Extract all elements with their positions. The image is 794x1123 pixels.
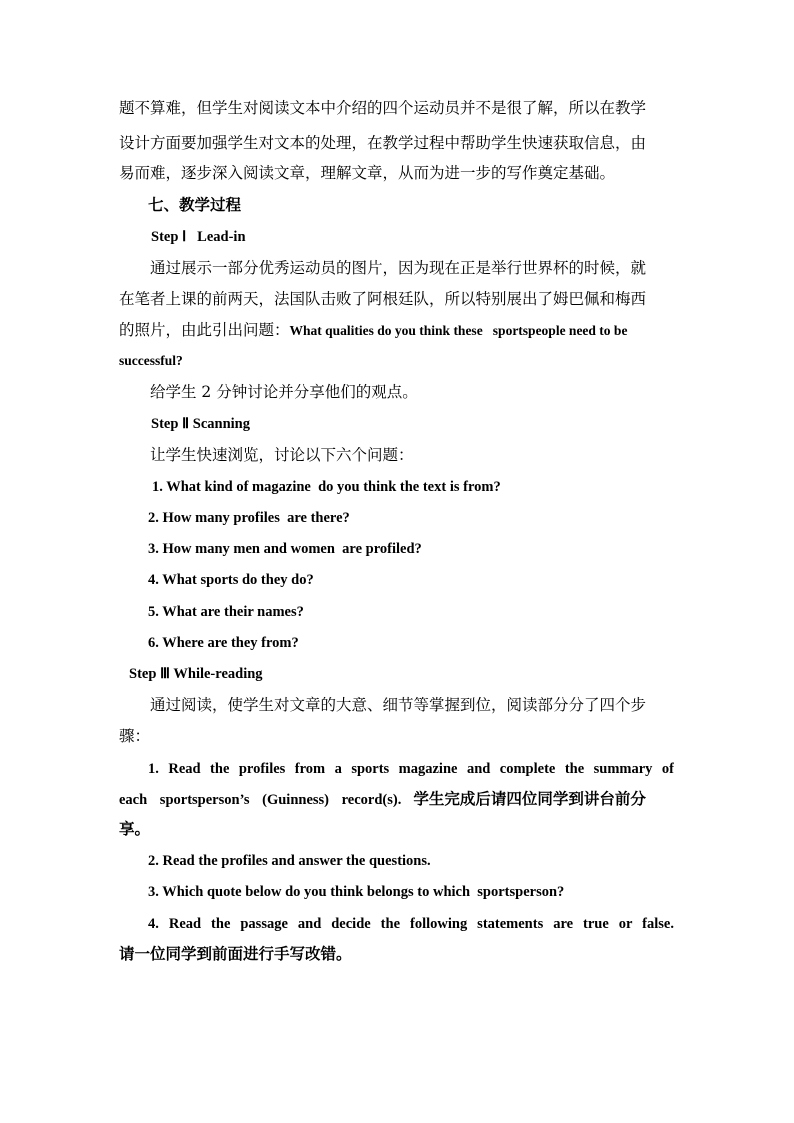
scanning-question: 2. How many profiles are there? (148, 510, 350, 526)
lead-in-question: What qualities do you think these sportspeople need to be (289, 323, 628, 338)
step1-heading: Step Ⅰ Lead-in (151, 229, 246, 245)
scanning-question: 6. Where are they from? (148, 635, 299, 651)
intro-line-2: 设计方面要加强学生对文本的处理，在教学过程中帮助学生快速获取信息，由 (119, 134, 647, 152)
scanning-question: 1. What kind of magazine do you think the text is from? (152, 479, 501, 495)
task3: 3. Which quote below do you think belongs to which sportsperson? (148, 884, 565, 900)
step2-heading: Step Ⅱ Scanning (151, 416, 251, 432)
task4-line-1: 4. Read the passage and decide the following statements are true or false. (148, 916, 674, 932)
intro-line-3: 易而难，逐步深入阅读文章，理解文章，从而为进一步的写作奠定基础。 (119, 164, 616, 182)
step1-para-line-4: successful? (119, 353, 183, 368)
step2-intro: 让学生快速浏览，讨论以下六个问题： (150, 446, 414, 464)
step3-intro-line-2: 骤： (119, 727, 151, 745)
intro-line-1: 题不算难，但学生对阅读文本中介绍的四个运动员并不是很了解，所以在教学 (119, 99, 647, 117)
step1-discussion: 给学生 2 分钟讨论并分享他们的观点。 (150, 383, 418, 401)
task1-line-3: 享。 (119, 819, 151, 838)
task1-line-1: 1. Read the profiles from a sports magazine and complete the summary of (148, 761, 674, 777)
scanning-question: 4. What sports do they do? (148, 572, 314, 588)
step3-intro-line-1: 通过阅读，使学生对文章的大意、细节等掌握到位，阅读部分分了四个步 (150, 696, 647, 714)
step1-para-line-2: 在笔者上课的前两天，法国队击败了阿根廷队，所以特别展出了姆巴佩和梅西 (119, 290, 647, 308)
step1-para-line-1: 通过展示一部分优秀运动员的图片，因为现在正是举行世界杯的时候，就 (150, 259, 647, 277)
task2: 2. Read the profiles and answer the questions. (148, 853, 431, 869)
step3-heading: Step Ⅲ While-reading (129, 666, 263, 682)
task4-line-2: 请一位同学到前面进行手写改错。 (119, 944, 352, 963)
scanning-question: 5. What are their names? (148, 604, 304, 620)
task1-line-2: each sportsperson’s (Guinness) record(s). 学生完成后请四位同学到讲台前分 (119, 789, 646, 808)
step1-para-line-3: 的照片，由此引出问题：What qualities do you think these sportspeople need to be (119, 321, 628, 339)
section-heading: 七、教学过程 (148, 195, 242, 214)
scanning-question: 3. How many men and women are profiled? (148, 541, 422, 557)
